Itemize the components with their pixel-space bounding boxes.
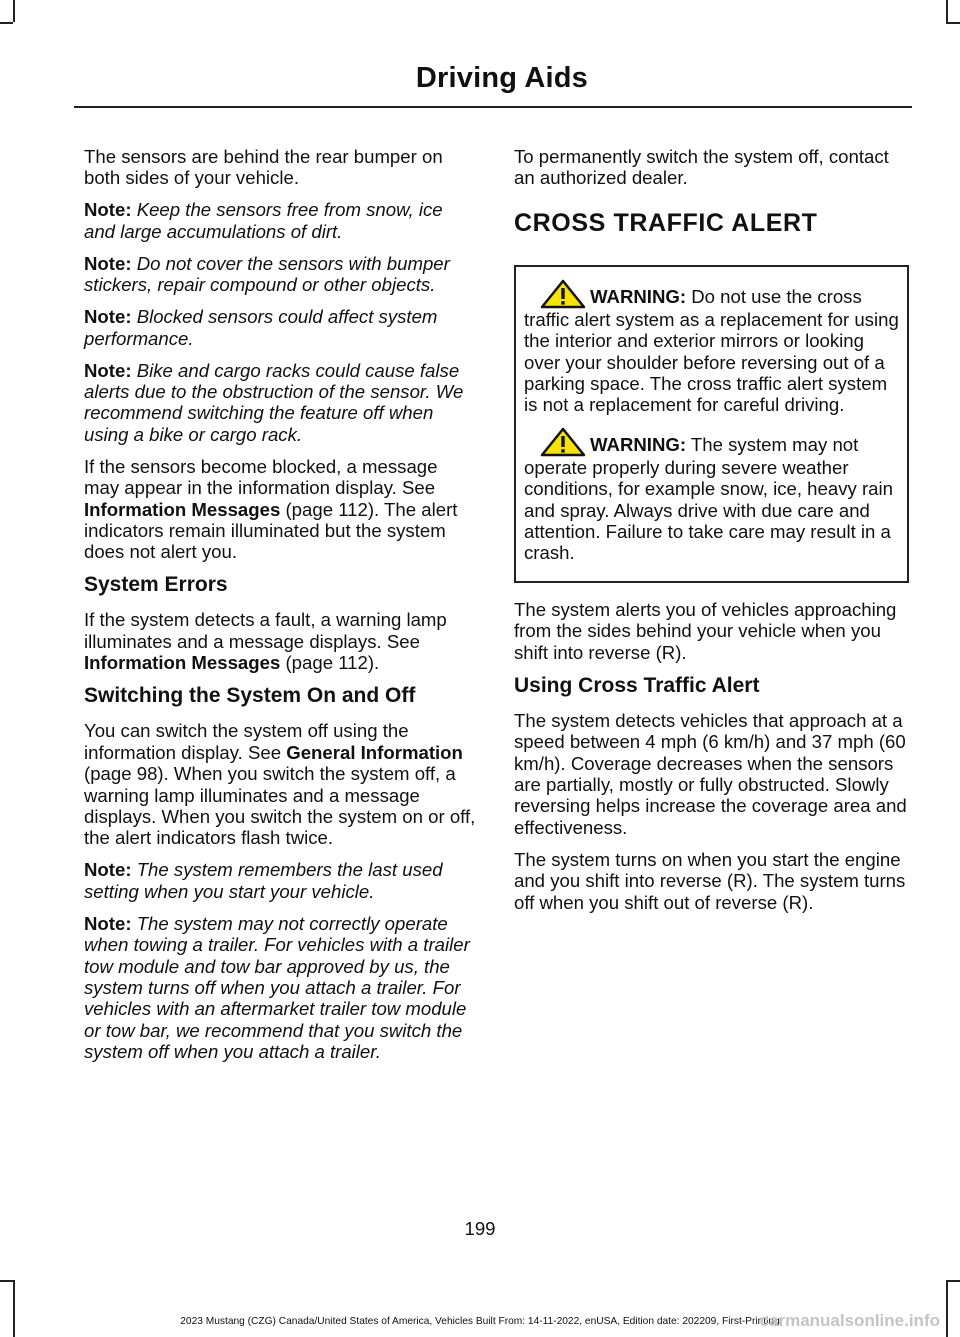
note-text: Bike and cargo racks could cause false alerts due to the obstruction of the sensor. We recommend switching the feature off when using a bike or cargo rack. xyxy=(84,359,464,445)
text-run: You can switch the system off using the information display. See xyxy=(84,720,409,763)
warning-triangle-icon xyxy=(540,279,586,309)
text-run: If the system detects a fault, a warning lamp illuminates and a message displays. See xyxy=(84,609,447,652)
note-text: Keep the sensors free from snow, ice and large accumulations of dirt. xyxy=(84,199,443,242)
text-run: (page 98). When you switch the system off, a warning lamp illuminates and a message displays. When you switch the system on or off, the alert indicators flash twice. xyxy=(84,763,476,849)
note-label: Note: xyxy=(84,359,132,381)
warning-item xyxy=(524,279,899,416)
warning-triangle-icon xyxy=(540,427,586,457)
crop-mark xyxy=(0,1280,13,1282)
edition-footer: 2023 Mustang (CZG) Canada/United States of America, Vehicles Built From: 14-11-2022, enUSA, Edition date: 202209, First-Printing xyxy=(180,1316,780,1327)
warning-text: The system may not operate properly during severe weather conditions, for example snow, ice, heavy rain and spray. Always drive with due care and attention. Failure to take care may result in a crash. xyxy=(524,433,893,564)
paragraph-detection-speed: The system detects vehicles that approach at a speed between 4 mph (6 km/h) and 37 mph (60 km/h). Coverage decreases when the sensors are partially, mostly or fully obstructed. Slowly reversing helps increase the coverage area and effectiveness. xyxy=(514,709,907,838)
note xyxy=(84,199,476,242)
warning-box xyxy=(514,265,909,583)
note-label: Note: xyxy=(84,199,132,221)
section-heading-cross-traffic-alert: CROSS TRAFFIC ALERT xyxy=(514,208,818,237)
note xyxy=(84,306,476,349)
note-text: The system may not correctly operate when towing a trailer. For vehicles with a trailer tow module and tow bar approved by us, the system turns off when you attach a trailer. For vehicles with an aftermarket trailer tow module or tow bar, we recommend that you switch the system off when you attach a trailer. xyxy=(84,912,470,1063)
cross-reference-link[interactable]: General Information xyxy=(286,741,463,763)
note-label: Note: xyxy=(84,912,132,934)
text-run: (page 112). The alert indicators remain illuminated but the system does not alert you. xyxy=(84,498,458,563)
left-column xyxy=(84,146,476,1073)
note-text: The system remembers the last used setting when you start your vehicle. xyxy=(84,859,443,902)
note-text: Blocked sensors could affect system performance. xyxy=(84,306,438,349)
page-title: Driving Aids xyxy=(415,62,588,94)
note-label: Note: xyxy=(84,859,132,881)
crop-mark xyxy=(946,22,960,24)
cross-reference-link[interactable]: Information Messages xyxy=(84,498,281,520)
paragraph-sensor-location: The sensors are behind the rear bumper on both sides of your vehicle. xyxy=(84,146,443,189)
crop-mark xyxy=(946,1280,960,1282)
paragraph-turn-on-off: The system turns on when you start the engine and you shift into reverse (R). The system turns off when you shift out of reverse (R). xyxy=(514,848,906,913)
watermark: carmanualsonline.info xyxy=(759,1311,940,1330)
note-text: Do not cover the sensors with bumper stickers, repair compound or other objects. xyxy=(84,252,450,296)
note xyxy=(84,859,476,902)
note xyxy=(84,913,476,1063)
paragraph-sensors-blocked xyxy=(84,456,476,563)
crop-mark xyxy=(946,0,948,22)
right-column xyxy=(514,146,909,924)
crop-mark xyxy=(13,0,15,22)
text-run: If the sensors become blocked, a message may appear in the information display. See xyxy=(84,455,438,499)
heading-using-cross-traffic-alert: Using Cross Traffic Alert xyxy=(514,673,760,697)
note xyxy=(84,360,476,446)
note-label: Note: xyxy=(84,306,132,328)
text-run: (page 112). xyxy=(280,652,380,674)
note xyxy=(84,253,476,296)
paragraph-system-alerts: The system alerts you of vehicles approaching from the sides behind your vehicle when you shift into reverse (R). xyxy=(514,598,897,663)
crop-mark xyxy=(13,1280,15,1337)
warning-label: WARNING: xyxy=(590,285,687,307)
heading-switching-system: Switching the System On and Off xyxy=(84,684,416,708)
paragraph-system-errors xyxy=(84,609,476,673)
cross-reference-link[interactable]: Information Messages xyxy=(84,652,281,674)
crop-mark xyxy=(0,22,13,24)
warning-label: WARNING: xyxy=(590,433,687,455)
crop-mark xyxy=(946,1280,948,1337)
warning-item xyxy=(524,427,899,564)
note-label: Note: xyxy=(84,252,132,274)
warning-text: Do not use the cross traffic alert system as a replacement for using the interior and exterior mirrors or looking over your shoulder before reversing out of a parking space. The cross traffic alert system is not a replacement for careful driving. xyxy=(524,285,899,416)
header-divider xyxy=(74,106,912,108)
paragraph-permanent-off: To permanently switch the system off, contact an authorized dealer. xyxy=(514,146,889,189)
paragraph-switching-system xyxy=(84,720,476,848)
heading-system-errors: System Errors xyxy=(84,573,228,597)
page-number: 199 xyxy=(464,1218,496,1239)
